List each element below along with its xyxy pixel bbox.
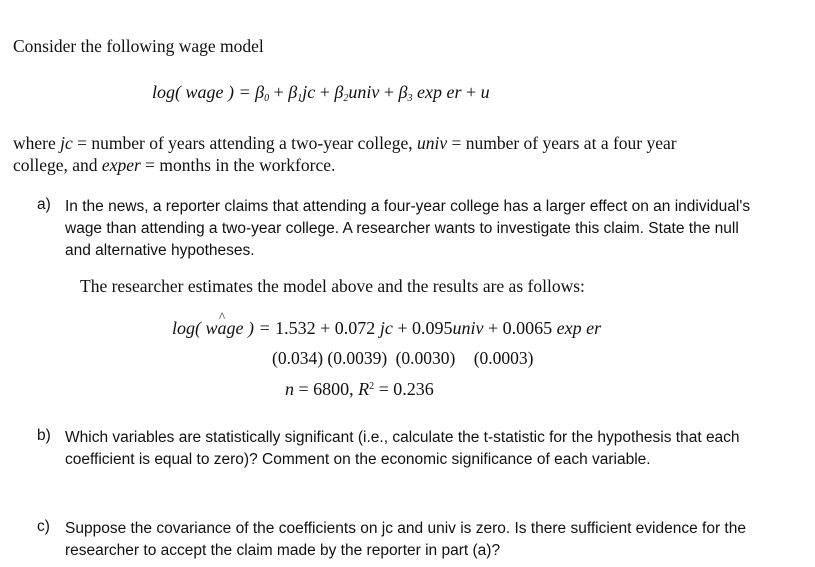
se-univ: (0.0030) (395, 348, 456, 368)
standard-errors (272, 348, 534, 369)
eq-lhs: log( wage ) = (152, 82, 256, 102)
n-value: = 6800, (294, 379, 359, 399)
r2-value: = 0.236 (374, 379, 434, 399)
question-a-label: a) (37, 196, 51, 213)
se-exper: (0.0003) (473, 348, 534, 368)
n-label: n (285, 379, 294, 399)
question-c-text: Suppose the covariance of the coefficients on jc and univ is zero. Is there sufficient evidence for the researcher to accept the claim made by the reporter in part (a)? (65, 520, 746, 559)
question-a-text: In the news, a reporter claims that attending a four-year college has a larger effect on an individual's wage than attending a two-year college. A researcher wants to investigate this claim. State the null and alternative hypotheses. (65, 198, 751, 259)
sample-stats: n = 6800, $R^2 = 0.236$ (285, 379, 434, 399)
variable-definitions: where jc = number of years attending a two-year college, univ = number of years at a four year college, and exper = months in the workforce. (13, 133, 677, 175)
intro-text: Consider the following wage model (13, 36, 264, 56)
question-c-label: c) (37, 518, 50, 535)
se-intercept: (0.034) (272, 348, 324, 368)
results-intro: The researcher estimates the model above and the results are as follows: (80, 276, 585, 296)
estimated-equation: log( wa ^ge ) = 1.532 + 0.072 jc + 0.095univ + 0.0065 exp er (172, 318, 601, 339)
question-b-text: Which variables are statistically significant (i.e., calculate the t-statistic for the hypothesis that each coefficient is equal to zero)? Comment on the economic significance of each variable. (65, 429, 740, 468)
r2-label: R (358, 379, 370, 399)
model-equation: log( wage ) = $\beta_0 + \beta_1jc$ + $\beta_2univ + \beta_3$ exp er + u (152, 82, 490, 104)
se-jc: (0.0039) (327, 348, 388, 368)
question-b-label: b) (37, 427, 51, 444)
